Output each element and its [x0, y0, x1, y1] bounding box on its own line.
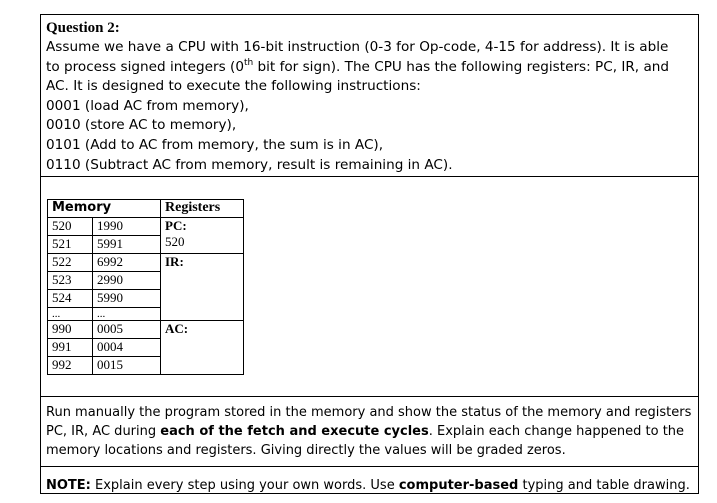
intro-line-2: to process signed integers (0th bit for sign). The CPU has the following registers: PC, IR, and — [46, 57, 670, 75]
ir-label: IR: — [165, 254, 184, 269]
ir-register-cell — [161, 254, 244, 321]
note-emphasis: computer-based — [398, 478, 519, 493]
memory-value: 6992 — [93, 254, 161, 272]
table-row — [48, 254, 244, 272]
intro-line-3: AC. It is designed to execute the following instructions: — [46, 78, 421, 95]
pc-value: 520 — [165, 234, 185, 249]
memory-address: 521 — [48, 236, 93, 254]
memory-address: 523 — [48, 272, 93, 290]
memory-value-ellipsis: ... — [93, 308, 161, 321]
instruction-4: 0110 (Subtract AC from memory, result is remaining in AC). — [46, 156, 453, 173]
instruction-1: 0001 (load AC from memory), — [46, 97, 249, 114]
memory-address: 520 — [48, 218, 93, 236]
ac-label: AC: — [165, 321, 189, 336]
superscript-th: th — [243, 57, 254, 68]
note-label: NOTE: — [46, 478, 91, 493]
memory-value: 5991 — [93, 236, 161, 254]
instruction-3: 0101 (Add to AC from memory, the sum is in AC), — [46, 136, 384, 153]
table-header-row — [48, 200, 244, 218]
task-line-3: memory locations and registers. Giving directly the values will be graded zeros. — [46, 443, 566, 458]
memory-address: 991 — [48, 339, 93, 357]
note-line: NOTE: Explain every step using your own words. Use computer-based typing and table drawing. — [46, 478, 690, 493]
question-title: Question 2: — [46, 20, 120, 36]
ac-register-cell — [161, 321, 244, 375]
note-block — [46, 476, 696, 495]
divider-before-task — [40, 396, 699, 397]
memory-address: 522 — [48, 254, 93, 272]
memory-header: Memory — [48, 200, 161, 218]
table-row — [48, 218, 244, 236]
memory-value: 2990 — [93, 272, 161, 290]
divider-before-note — [40, 466, 699, 467]
pc-register-cell — [161, 218, 244, 254]
memory-address-ellipsis: ... — [48, 308, 93, 321]
registers-header: Registers — [161, 200, 244, 218]
instruction-2: 0010 (store AC to memory), — [46, 117, 237, 134]
divider-after-question — [40, 176, 699, 177]
pc-label: PC: — [165, 218, 187, 233]
memory-value: 1990 — [93, 218, 161, 236]
intro-line-1: Assume we have a CPU with 16-bit instruction (0-3 for Op-code, 4-15 for address). It is able — [46, 39, 669, 55]
memory-address: 990 — [48, 321, 93, 339]
task-emphasis: each of the fetch and execute cycles — [160, 424, 429, 439]
memory-registers-table — [47, 199, 244, 375]
question-block — [46, 19, 696, 175]
table-row — [48, 321, 244, 339]
task-line-1: Run manually the program stored in the memory and show the status of the memory and registers — [46, 405, 692, 420]
memory-value: 0015 — [93, 357, 161, 375]
task-block — [46, 403, 696, 460]
memory-value: 5990 — [93, 290, 161, 308]
task-line-2: PC, IR, AC during each of the fetch and execute cycles. Explain each change happened to the — [46, 424, 685, 439]
memory-value: 0005 — [93, 321, 161, 339]
memory-value: 0004 — [93, 339, 161, 357]
memory-address: 524 — [48, 290, 93, 308]
memory-address: 992 — [48, 357, 93, 375]
